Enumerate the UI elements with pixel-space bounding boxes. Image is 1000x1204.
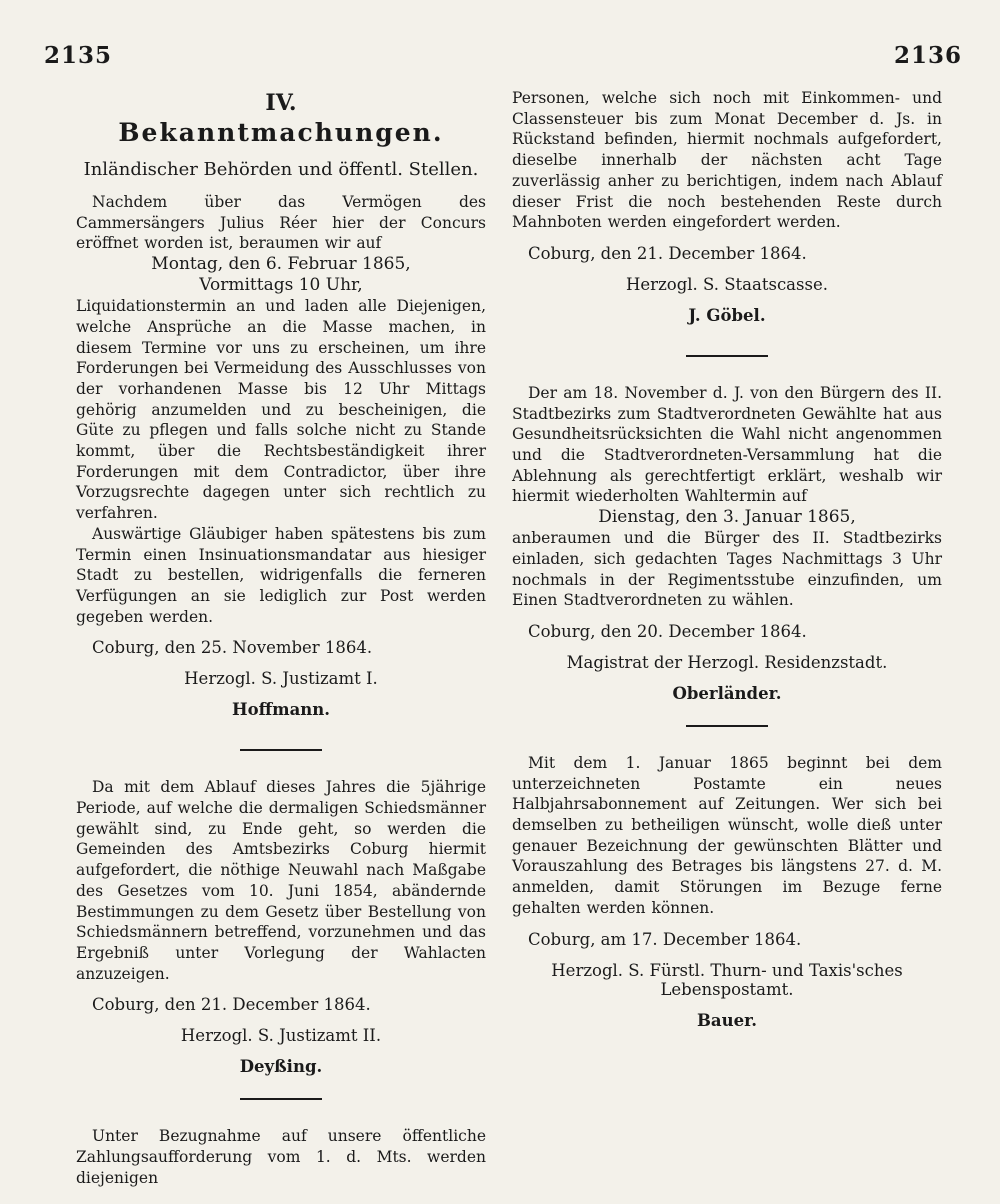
notice-signer: J. Göbel.: [688, 305, 766, 325]
appointment-line: Montag, den 6. Februar 1865,: [151, 254, 411, 275]
notice-paragraph: Der am 18. November d. J. von den Bürgern des II. Stadtbezirks zum Stadtverordneten Gewählte hat aus Gesundheitsrücksichten die Wahl nicht angenommen und die Stadtverordneten-Versammlung hat die Ablehnung als gerechtfertigt erklärt, weshalb wir hiermit wiederholten Wahltermin auf: [512, 383, 942, 506]
notice-staatscasse: [512, 88, 942, 325]
appointment-line: Vormittags 10 Uhr,: [199, 275, 363, 296]
notice-wahltermin: [512, 383, 942, 703]
notice-paragraph: Auswärtige Gläubiger haben spätestens bis zum Termin einen Insinuationsmandatar aus hiesiger Stadt zu bestellen, widrigenfalls die ferneren Verfügungen an sie lediglich zur Post werden gegeben werden.: [76, 524, 486, 626]
right-column: [512, 88, 942, 1030]
section-subheading: Inländischer Behörden und öffentl. Stellen.: [83, 159, 479, 180]
notice-paragraph: anberaumen und die Bürger des II. Stadtbezirks einladen, sich gedachten Tages Nachmittags 3 Uhr nochmals in der Regimentsstube einzufinden, um Einen Stadtverordneten zu wählen.: [512, 529, 942, 610]
notice-schiedsmaenner: [76, 777, 486, 1076]
notice-authority: Herzogl. S. Justizamt II.: [180, 1026, 382, 1046]
notice-authority: Magistrat der Herzogl. Residenzstadt.: [566, 652, 888, 672]
notice-paragraph: Mit dem 1. Januar 1865 beginnt bei dem unterzeichneten Postamte ein neues Halbjahrsabonnement auf Zeitungen. Wer sich bei demselben zu betheiligen wünscht, wolle dieß unter genauer Bezeichnung der gewünschten Blätter und Vorauszahlung des Betrages bis längstens 27. d. M. anmelden, damit Störungen im Bezuge ferne gehalten werden können.: [512, 753, 942, 917]
notice-paragraph: Da mit dem Ablauf dieses Jahres die 5jährige Periode, auf welche die dermaligen Schiedsmänner gewählt sind, zu Ende geht, so werden die Gemeinden des Amtsbezirks Coburg hiermit aufgefordert, die nöthige Neuwahl nach Maßgabe des Gesetzes vom 10. Juni 1854, abändernde Bestimmungen zu dem Gesetz über Bestellung von Schiedsmännern betreffend, vorzunehmen und das Ergebniß unter Vorlegung der Wahlacten anzuzeigen.: [76, 778, 486, 983]
page-number-left: 2135: [44, 42, 113, 69]
notice-paragraph: Liquidationstermin an und laden alle Diejenigen, welche Ansprüche an die Masse machen, in diesem Termine vor uns zu erscheinen, um ihre Forderungen bei Vermeidung des Ausschlusses von der vorhandenen Masse bis 12 Uhr Mittags gehörig anzumelden und zu bescheinigen, die Güte zu pflegen und falls solche nicht zu Stande kommt, über die Rechtsbeständigkeit ihrer Forderungen mit dem Contradictor, über ihre Vorzugsrechte dagegen unter sich rechtlich zu verfahren.: [76, 297, 486, 523]
appointment-line: Dienstag, den 3. Januar 1865,: [598, 507, 856, 528]
notice-signer: Oberländer.: [672, 683, 782, 703]
notice-authority: Herzogl. S. Justizamt I.: [184, 669, 378, 689]
notice-date: Coburg, am 17. December 1864.: [528, 929, 802, 949]
notice-date: Coburg, den 21. December 1864.: [528, 243, 807, 263]
notice-paragraph: Unter Bezugnahme auf unsere öffentliche Zahlungsaufforderung vom 1. d. Mts. werden diejenigen: [76, 1127, 486, 1187]
left-column: [76, 80, 486, 1189]
notice-staatscasse-start: [76, 1126, 486, 1188]
notice-paragraph: Nachdem über das Vermögen des Cammersängers Julius Réer hier der Concurs eröffnet worden ist, beraumen wir auf: [76, 193, 486, 253]
separator-rule: [240, 749, 322, 751]
section-number: IV.: [265, 90, 297, 116]
notice-date: Coburg, den 25. November 1864.: [92, 638, 373, 658]
separator-rule: [240, 1098, 322, 1100]
separator-rule: [686, 725, 768, 727]
notice-authority: Herzogl. S. Fürstl. Thurn- und Taxis'sches Lebenspostamt.: [551, 960, 903, 999]
notice-date: Coburg, den 20. December 1864.: [528, 621, 807, 641]
separator-rule: [686, 355, 768, 357]
notice-signer: Hoffmann.: [231, 700, 331, 720]
notice-signer: Deyßing.: [239, 1057, 323, 1077]
notice-paragraph-continued: Personen, welche sich noch mit Einkommen- und Classensteuer bis zum Monat December d. Js. in Rückstand befinden, hiermit nochmals aufgefordert, dieselbe innerhalb der nächsten acht Tage zuverlässig anher zu berichtigen, indem nach Ablauf dieser Frist die noch bestehenden Reste durch Mahnboten werden eingefordert werden.: [512, 89, 942, 232]
notice-concurs: [76, 192, 486, 719]
notice-date: Coburg, den 21. December 1864.: [92, 995, 371, 1015]
notice-authority: Herzogl. S. Staatscasse.: [626, 274, 828, 294]
notice-signer: Bauer.: [696, 1010, 758, 1030]
page-number-right: 2136: [893, 42, 962, 69]
section-heading: Bekanntmachungen.: [118, 118, 444, 147]
notice-postamt: [512, 753, 942, 1030]
